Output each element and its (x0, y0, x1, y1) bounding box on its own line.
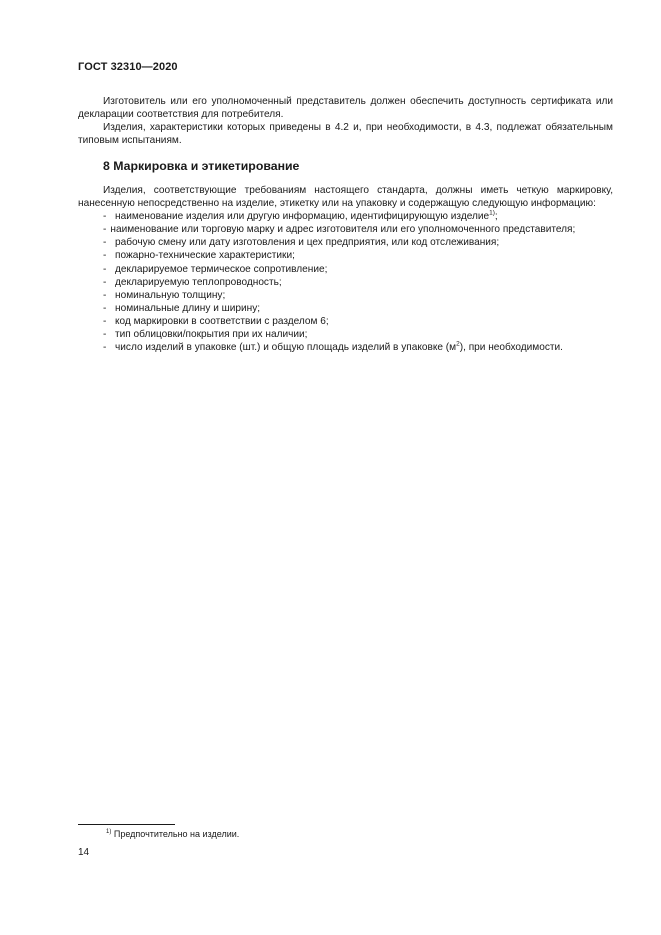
footnote (106, 829, 239, 839)
list-item-tail: ; (494, 211, 498, 223)
list-item-text: пожарно-технические характеристики; (115, 250, 295, 262)
list-item (78, 249, 613, 262)
list-item-text: число изделий в упаковке (шт.) и общую площадь изделий в упаковке (м (115, 342, 457, 354)
list-item-text: тип облицовки/покрытия при их наличии; (115, 329, 308, 341)
list-item-text: наименование или торговую марку и адрес изготовителя или его уполномоченного представителя; (110, 224, 576, 236)
list-item (78, 328, 613, 341)
list-item (78, 263, 613, 276)
list-dash: - (103, 224, 107, 236)
list-item-text: наименование изделия или другую информацию, идентифицирующую изделие (115, 211, 490, 223)
list-item (78, 302, 613, 315)
list-item (78, 276, 613, 289)
list-dash: - (103, 276, 107, 288)
list-dash: - (103, 289, 107, 301)
list-item-tail: ), при необходимости. (459, 342, 563, 354)
footnote-ref: 1) (489, 209, 495, 217)
list-dash: - (103, 250, 107, 262)
list-dash: - (103, 302, 107, 314)
list-item-text: номинальную толщину; (115, 289, 226, 301)
list-dash: - (103, 237, 107, 249)
intro-paragraph-2: Изделия, характеристики которых приведены в 4.2 и, при необходимости, в 4.3, подлежат обязательным типовым испытаниям. (78, 122, 613, 147)
list-item-text: номинальные длину и ширину; (115, 302, 261, 314)
list-item (78, 289, 613, 302)
list-item (78, 236, 613, 249)
document-header: ГОСТ 32310—2020 (78, 61, 178, 73)
list-item-text: рабочую смену или дату изготовления и цех предприятия, или код отслеживания; (115, 237, 500, 249)
list-item-text: декларируемое термическое сопротивление; (115, 263, 328, 275)
footnote-marker: 1) (106, 829, 112, 835)
unit-superscript: 2 (456, 340, 460, 348)
list-item (78, 315, 613, 328)
list-dash: - (103, 342, 107, 354)
page-number: 14 (78, 847, 90, 858)
section-body (78, 184, 613, 354)
footnote-separator (78, 824, 175, 825)
list-dash: - (103, 263, 107, 275)
list-dash: - (103, 329, 107, 341)
section-lead-paragraph: Изделия, соответствующие требованиям настоящего стандарта, должны иметь четкую маркировку, нанесенную непосредственно на изделие, этикетку или на упаковку и содержащую следующую информацию: (78, 185, 613, 210)
list-item-text: декларируемую теплопроводность; (115, 276, 282, 288)
list-item (78, 341, 613, 354)
marking-list (78, 210, 613, 354)
intro-paragraph-1: Изготовитель или его уполномоченный представитель должен обеспечить доступность сертификата или декларации соответствия для потребителя. (78, 96, 613, 121)
list-item (78, 210, 613, 223)
list-dash: - (103, 211, 107, 223)
intro-block (78, 95, 613, 147)
list-dash: - (103, 315, 107, 327)
section-title: 8 Маркировка и этикетирование (103, 159, 300, 173)
list-item (78, 223, 613, 236)
list-item-text: код маркировки в соответствии с разделом 6; (115, 315, 329, 327)
footnote-text: Предпочтительно на изделии. (113, 829, 240, 839)
